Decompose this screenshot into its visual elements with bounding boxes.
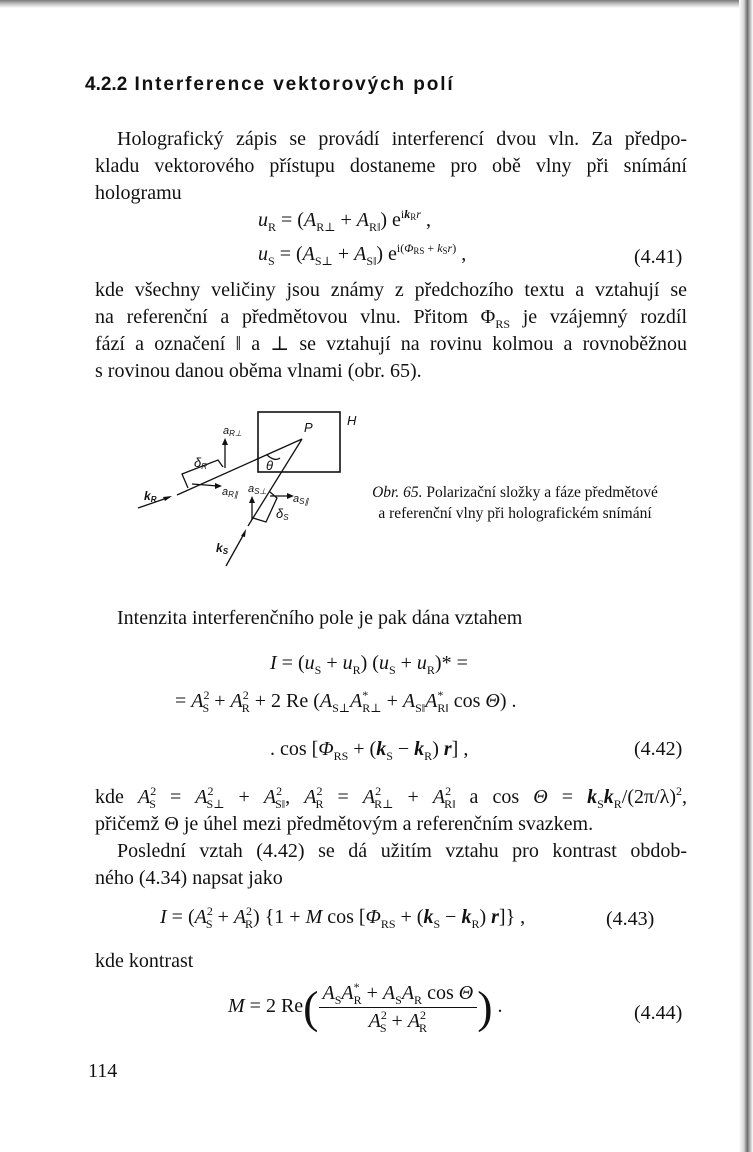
label-a-s-par: aS∥ (293, 493, 309, 506)
label-delta-s: δS (276, 506, 289, 522)
arrow-icon (222, 438, 228, 445)
figure-caption (370, 482, 660, 524)
equation-intensity-line3: . $\cos [\Phi_{RS} + (k_S - k_R)$ r] , (270, 738, 469, 763)
equation-number: (4.44) (634, 1002, 683, 1024)
label-a-s-perp: aS⊥ (248, 483, 267, 496)
equation-intensity-line1: $I = (u_S + u_R) (u_S + u_R)*$ = (270, 652, 468, 677)
equation-u-s: $u_S = (A_{S\perp} + A_{S‖})$ $e^{i(\Phi_{RS} + k_Sr)}$ , (258, 241, 467, 268)
object-beam-line (226, 532, 245, 566)
equation-contrast: M = 2 Re( $\frac{A_SA^*_R + A_SA_R \cos \Theta}{A^2_S + A^2_R}$ ) . (228, 980, 503, 1035)
arrow-icon (241, 529, 246, 537)
equation-intensity-contrast: $I = (A^2_S + A^2_R) \{1 + M$ $\cos [\Phi_{RS} + (k_S - k_R)$ r]} , (160, 904, 526, 931)
caption-label: Obr. 65. (372, 484, 423, 501)
section-number: 4.2.2 (85, 74, 128, 95)
text-line: Intenzita interferenčního pole je pak dána vztahem (117, 607, 523, 629)
text-line: s rovinou danou oběma vlnami (obr. 65). (95, 360, 422, 382)
label-k-r: kR (144, 489, 157, 504)
section-heading (85, 74, 455, 96)
text-line: ného (4.34) napsat jako (95, 867, 283, 889)
arrow-icon (249, 496, 255, 503)
page-number: 114 (88, 1060, 118, 1082)
arrow-icon (215, 483, 222, 489)
text-line: fází a označení ‖ a ⊥ se vztahují na rovinu kolmou a rovnoběžnou (95, 333, 687, 355)
paragraph-contrast (95, 948, 687, 975)
equation-number: (4.42) (634, 738, 683, 760)
label-H: H (347, 413, 357, 428)
text-line: kde $A^2_S = A^2_{S\perp} + A^2_{S‖}$, $A^2_R = A^2_{R\perp} + A^2_{R‖}$ a $\cos \Theta = k_Sk_R/(2\pi/\lambda)^2$, (95, 784, 687, 811)
equation-number: (4.43) (606, 908, 655, 930)
text-line: přičemž Θ je úhel mezi předmětovým a referenčním svazkem. (95, 813, 594, 835)
text-line: Holografický zápis se provádí interferencí dvou vln. Za předpo- (117, 128, 687, 150)
caption-text: Polarizační složky a fáze předmětové a referenční vlny při holografickém snímání (378, 484, 658, 522)
equation-u-r: $u_R = (A_{R\perp} + A_{R‖})$ $e^{ik_Rr}$ , (258, 207, 431, 234)
section-title: Interference vektorových polí (134, 74, 455, 95)
vector-a-r-par (192, 484, 218, 486)
label-theta: θ (266, 458, 274, 473)
arrow-icon (163, 496, 172, 501)
label-P: P (304, 420, 313, 435)
label-a-r-perp: aR⊥ (223, 425, 242, 438)
object-beam-line (248, 439, 302, 526)
text-line: Poslední vztah (4.42) se dá užitím vztahu pro kontrast obdob- (117, 840, 687, 862)
text-line: na referenční a předmětovou vlnu. Přitom $\Phi_{RS}$ je vzájemný rozdíl (95, 306, 688, 331)
scan-edge-top (0, 0, 753, 8)
text-line: kde všechny veličiny jsou známy z předchozího textu a vztahují se (95, 279, 687, 301)
paragraph-intensity (95, 605, 687, 632)
equation-number: (4.41) (634, 246, 683, 268)
paragraph-explanation (95, 277, 687, 385)
scan-edge-right (739, 0, 753, 1152)
text-line: kde kontrast (95, 950, 194, 972)
paragraph-definitions (95, 784, 687, 892)
label-a-r-par: aR∥ (222, 486, 238, 499)
paragraph-intro (95, 126, 687, 207)
equation-intensity-line2: = $A^2_S + A^2_R + 2$ Re ($A_{S\perp}A^*_{R\perp} + A_{S‖}A^*_{R‖}$ cos Θ) . (175, 688, 517, 715)
text-line: hologramu (95, 182, 182, 204)
fraction: $\frac{A_SA^*_R + A_SA_R \cos \Theta}{A^2_S + A^2_R}$ (319, 982, 478, 1033)
label-k-s: kS (216, 541, 229, 556)
text-line: kladu vektorového přístupu dostaneme pro obě vlny při snímání (95, 155, 687, 177)
figure-polarization-diagram (130, 380, 380, 580)
label-delta-r: δR (194, 455, 208, 471)
